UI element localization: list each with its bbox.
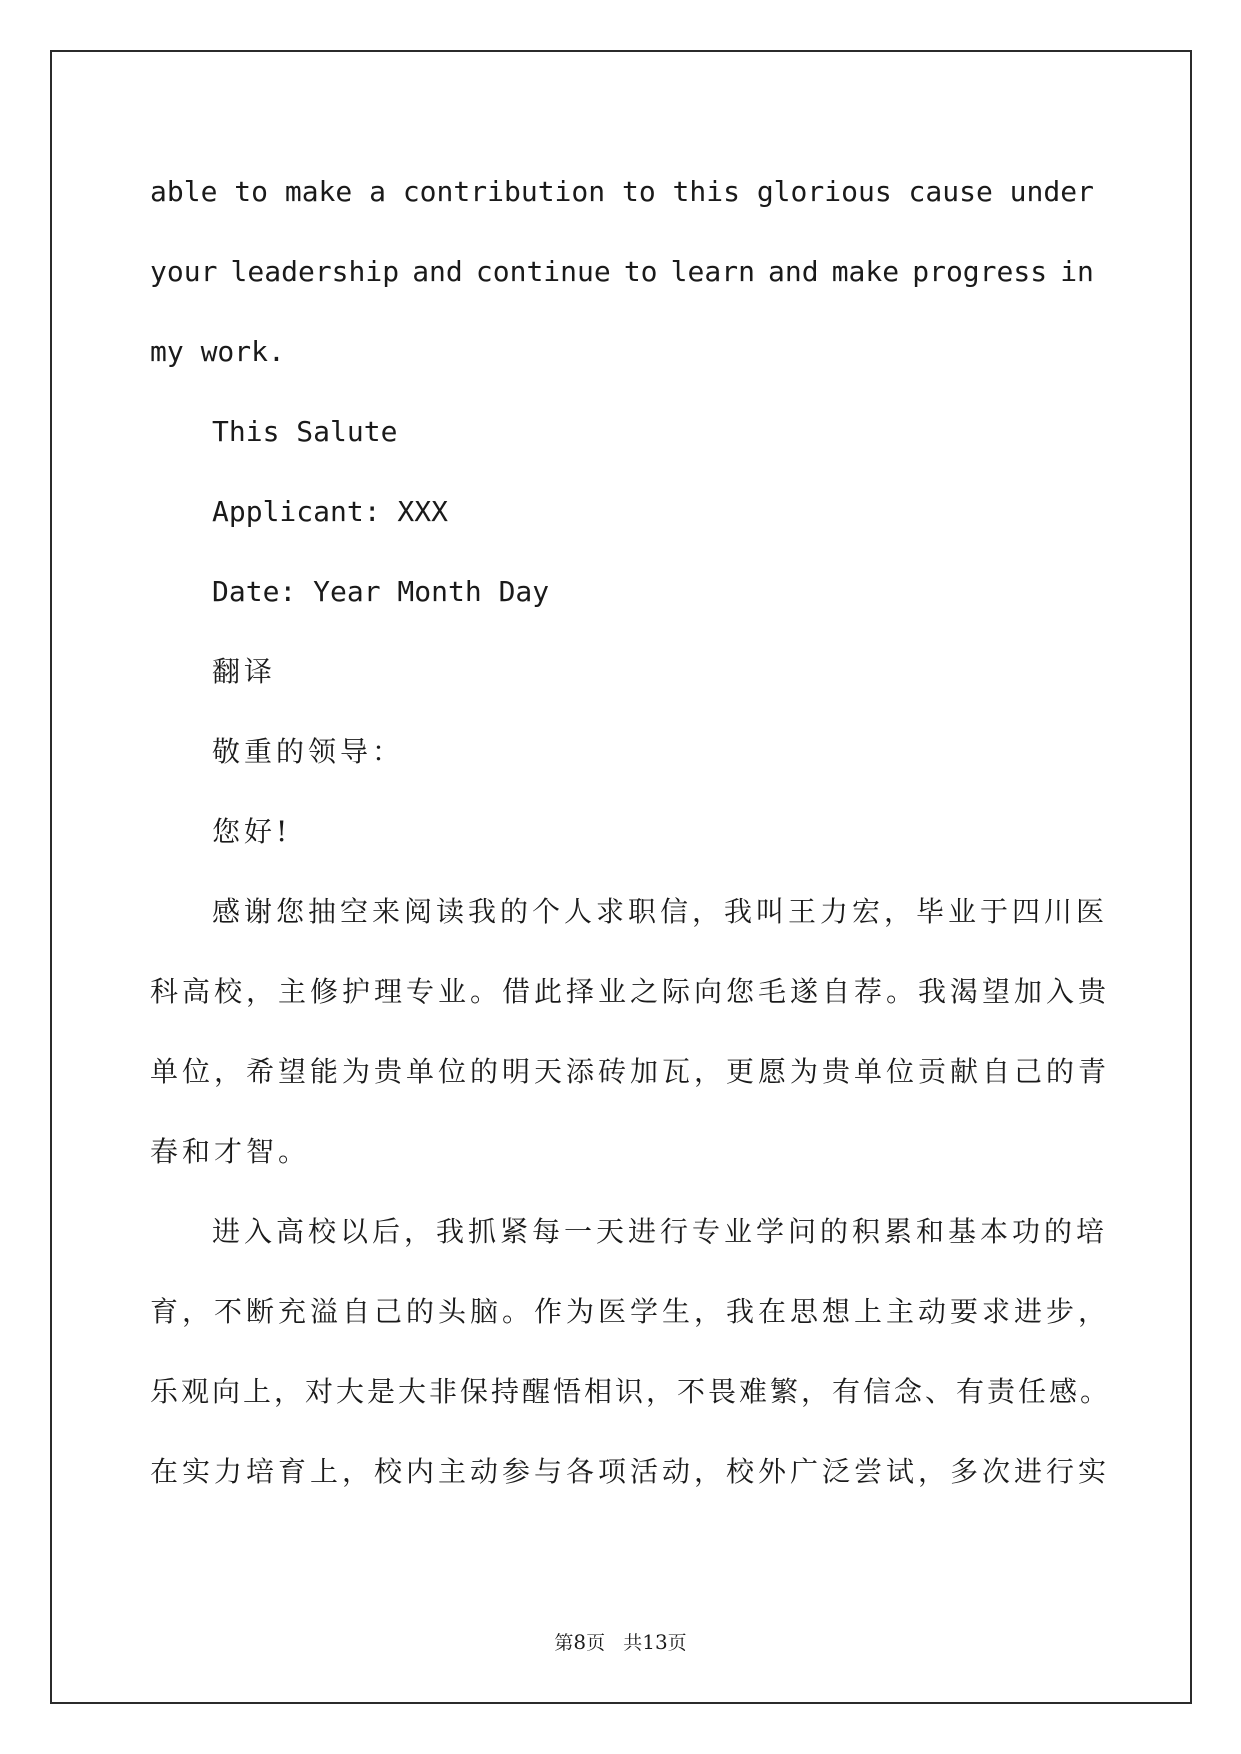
- page-footer: [0, 1630, 1241, 1655]
- hello-line: 您好!: [212, 815, 292, 848]
- salutation-line: This Salute: [212, 415, 398, 448]
- translation-heading: 翻译: [212, 655, 277, 688]
- greeting-line: 敬重的领导：: [212, 735, 405, 768]
- footer-prefix: 第: [554, 1632, 574, 1654]
- footer-total-pages: 13: [642, 1630, 668, 1654]
- paragraph-1-line-1: 感谢您抽空来阅读我的个人求职信，我叫王力宏，毕业于四川医: [212, 895, 1109, 928]
- text-line-2: your leadership and continue to learn and make progress in: [150, 255, 1094, 288]
- paragraph-1-line-4: 春和才智。: [150, 1135, 311, 1168]
- paragraph-2-line-1: 进入高校以后，我抓紧每一天进行专业学问的积累和基本功的培: [212, 1215, 1109, 1248]
- paragraph-2-line-4: 在实力培育上，校内主动参与各项活动，校外广泛尝试，多次进行实: [150, 1455, 1111, 1488]
- applicant-line: Applicant: XXX: [212, 495, 449, 528]
- date-line: Date: Year Month Day: [212, 575, 550, 608]
- footer-page-suffix: 页: [586, 1632, 606, 1654]
- footer-page-number: 8: [573, 1630, 587, 1654]
- footer-total-suffix: 页: [667, 1632, 687, 1654]
- paragraph-1-line-3: 单位，希望能为贵单位的明天添砖加瓦，更愿为贵单位贡献自己的青: [150, 1055, 1111, 1088]
- paragraph-2-line-2: 育，不断充溢自己的头脑。作为医学生，我在思想上主动要求进步，: [150, 1295, 1111, 1328]
- paragraph-1-line-2: 科高校，主修护理专业。借此择业之际向您毛遂自荐。我渴望加入贵: [150, 975, 1111, 1008]
- text-line-1: able to make a contribution to this glorious cause under: [150, 175, 1094, 208]
- text-line-3: my work.: [150, 335, 285, 368]
- paragraph-2-line-3: 乐观向上，对大是大非保持醒悟相识，不畏难繁，有信念、有责任感。: [150, 1375, 1112, 1408]
- footer-total-prefix: 共: [623, 1632, 643, 1654]
